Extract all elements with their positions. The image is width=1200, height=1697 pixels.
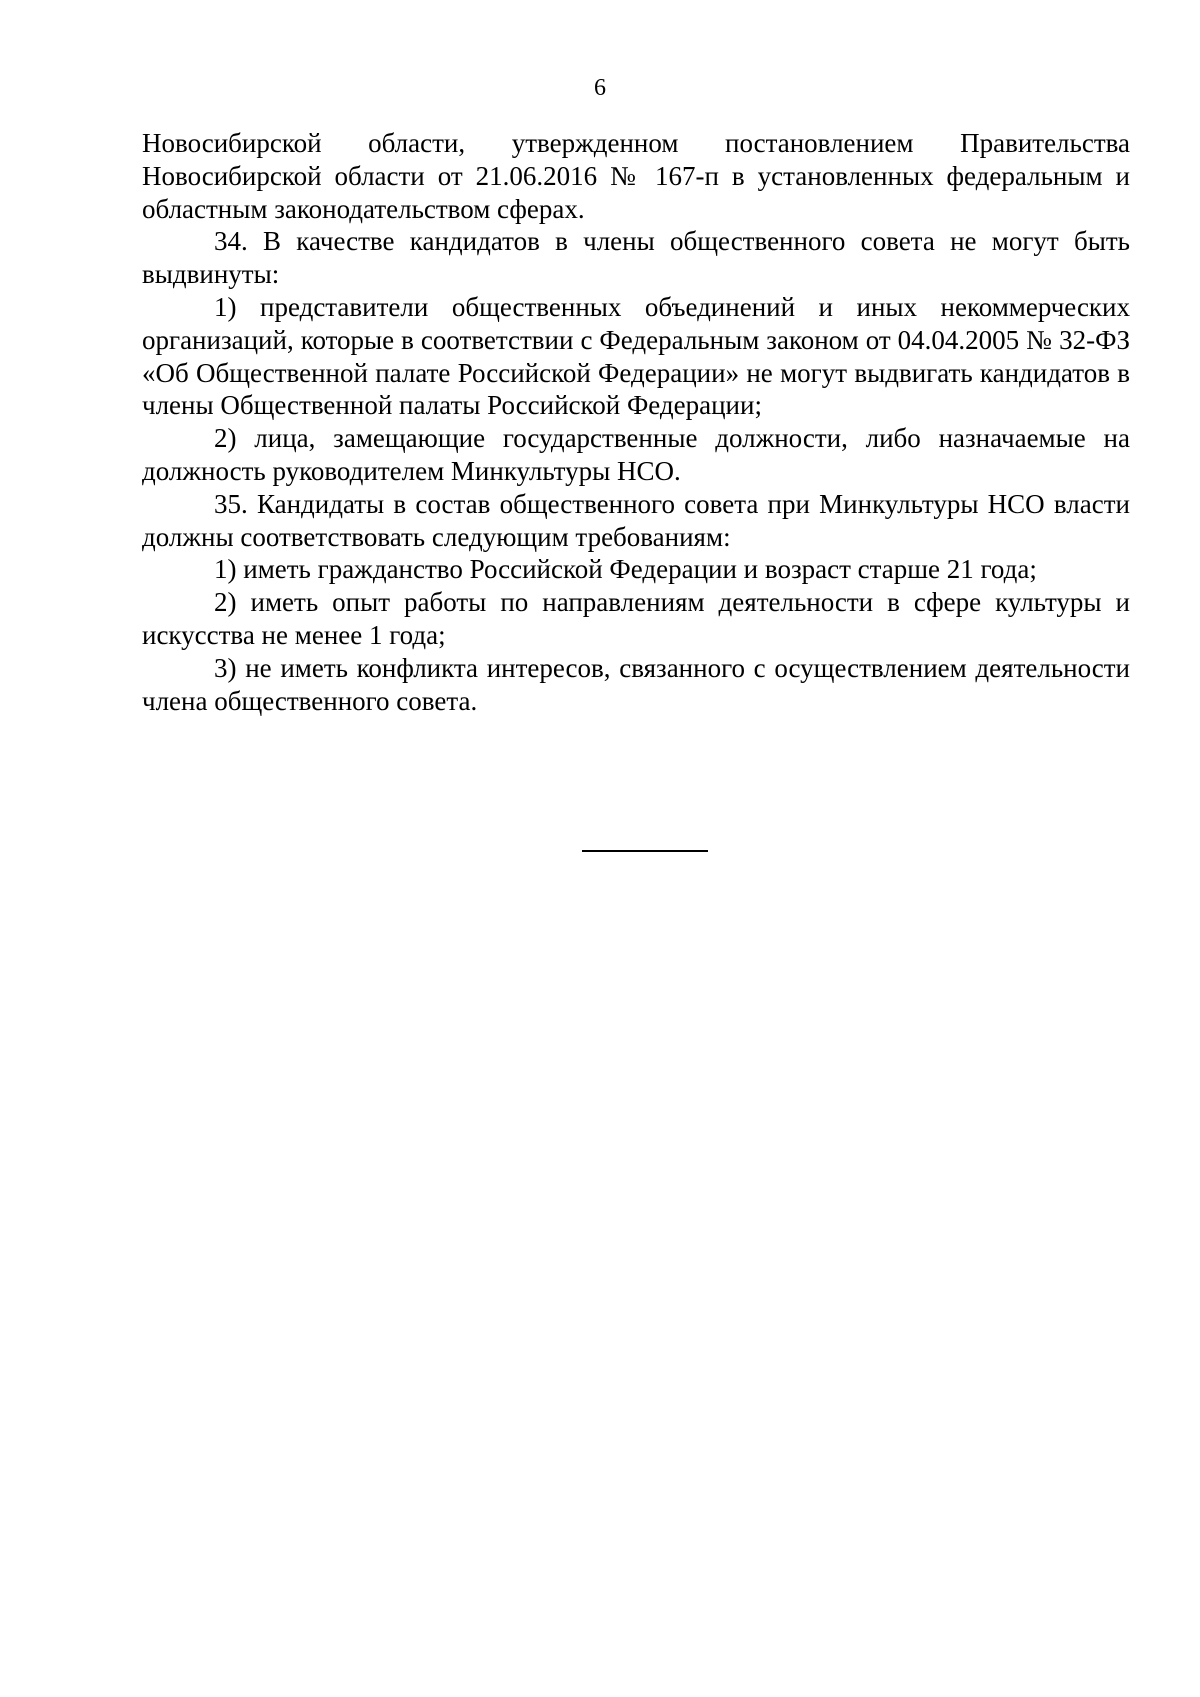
- paragraph-item-34: 34. В качестве кандидатов в члены общественного совета не могут быть выдвинуты:: [142, 226, 1130, 290]
- document-body: [142, 127, 1130, 717]
- paragraph-item-35-2: 2) иметь опыт работы по направлениям деятельности в сфере культуры и искусства не менее 1 года;: [142, 587, 1130, 650]
- end-of-document-separator: [582, 850, 708, 852]
- paragraph-item-35-3: 3) не иметь конфликта интересов, связанного с осуществлением деятельности члена общественного совета.: [142, 652, 1130, 716]
- paragraph-item-34-2: 2) лица, замещающие государственные должности, либо назначаемые на должность руководителем Минкультуры НСО.: [142, 423, 1130, 486]
- page-number: 6: [594, 75, 606, 101]
- paragraph-item-35: 35. Кандидаты в состав общественного совета при Минкультуры НСО власти должны соответствовать следующим требованиям:: [142, 488, 1130, 552]
- paragraph-item-34-1: 1) представители общественных объединений и иных некоммерческих организаций, которые в соответствии с Федеральным законом от 04.04.2005 № 32-ФЗ «Об Общественной палате Российской Федерации» не могут выдвигать кандидатов в члены Общественной палаты Российской Федерации;: [142, 291, 1130, 421]
- paragraph-item-35-1: 1) иметь гражданство Российской Федерации и возраст старше 21 года;: [214, 554, 1037, 585]
- paragraph-continuation: Новосибирской области, утвержденном постановлением Правительства Новосибирской области от 21.06.2016 № 167-п в установленных федеральным и областным законодательством сферах.: [142, 128, 1130, 224]
